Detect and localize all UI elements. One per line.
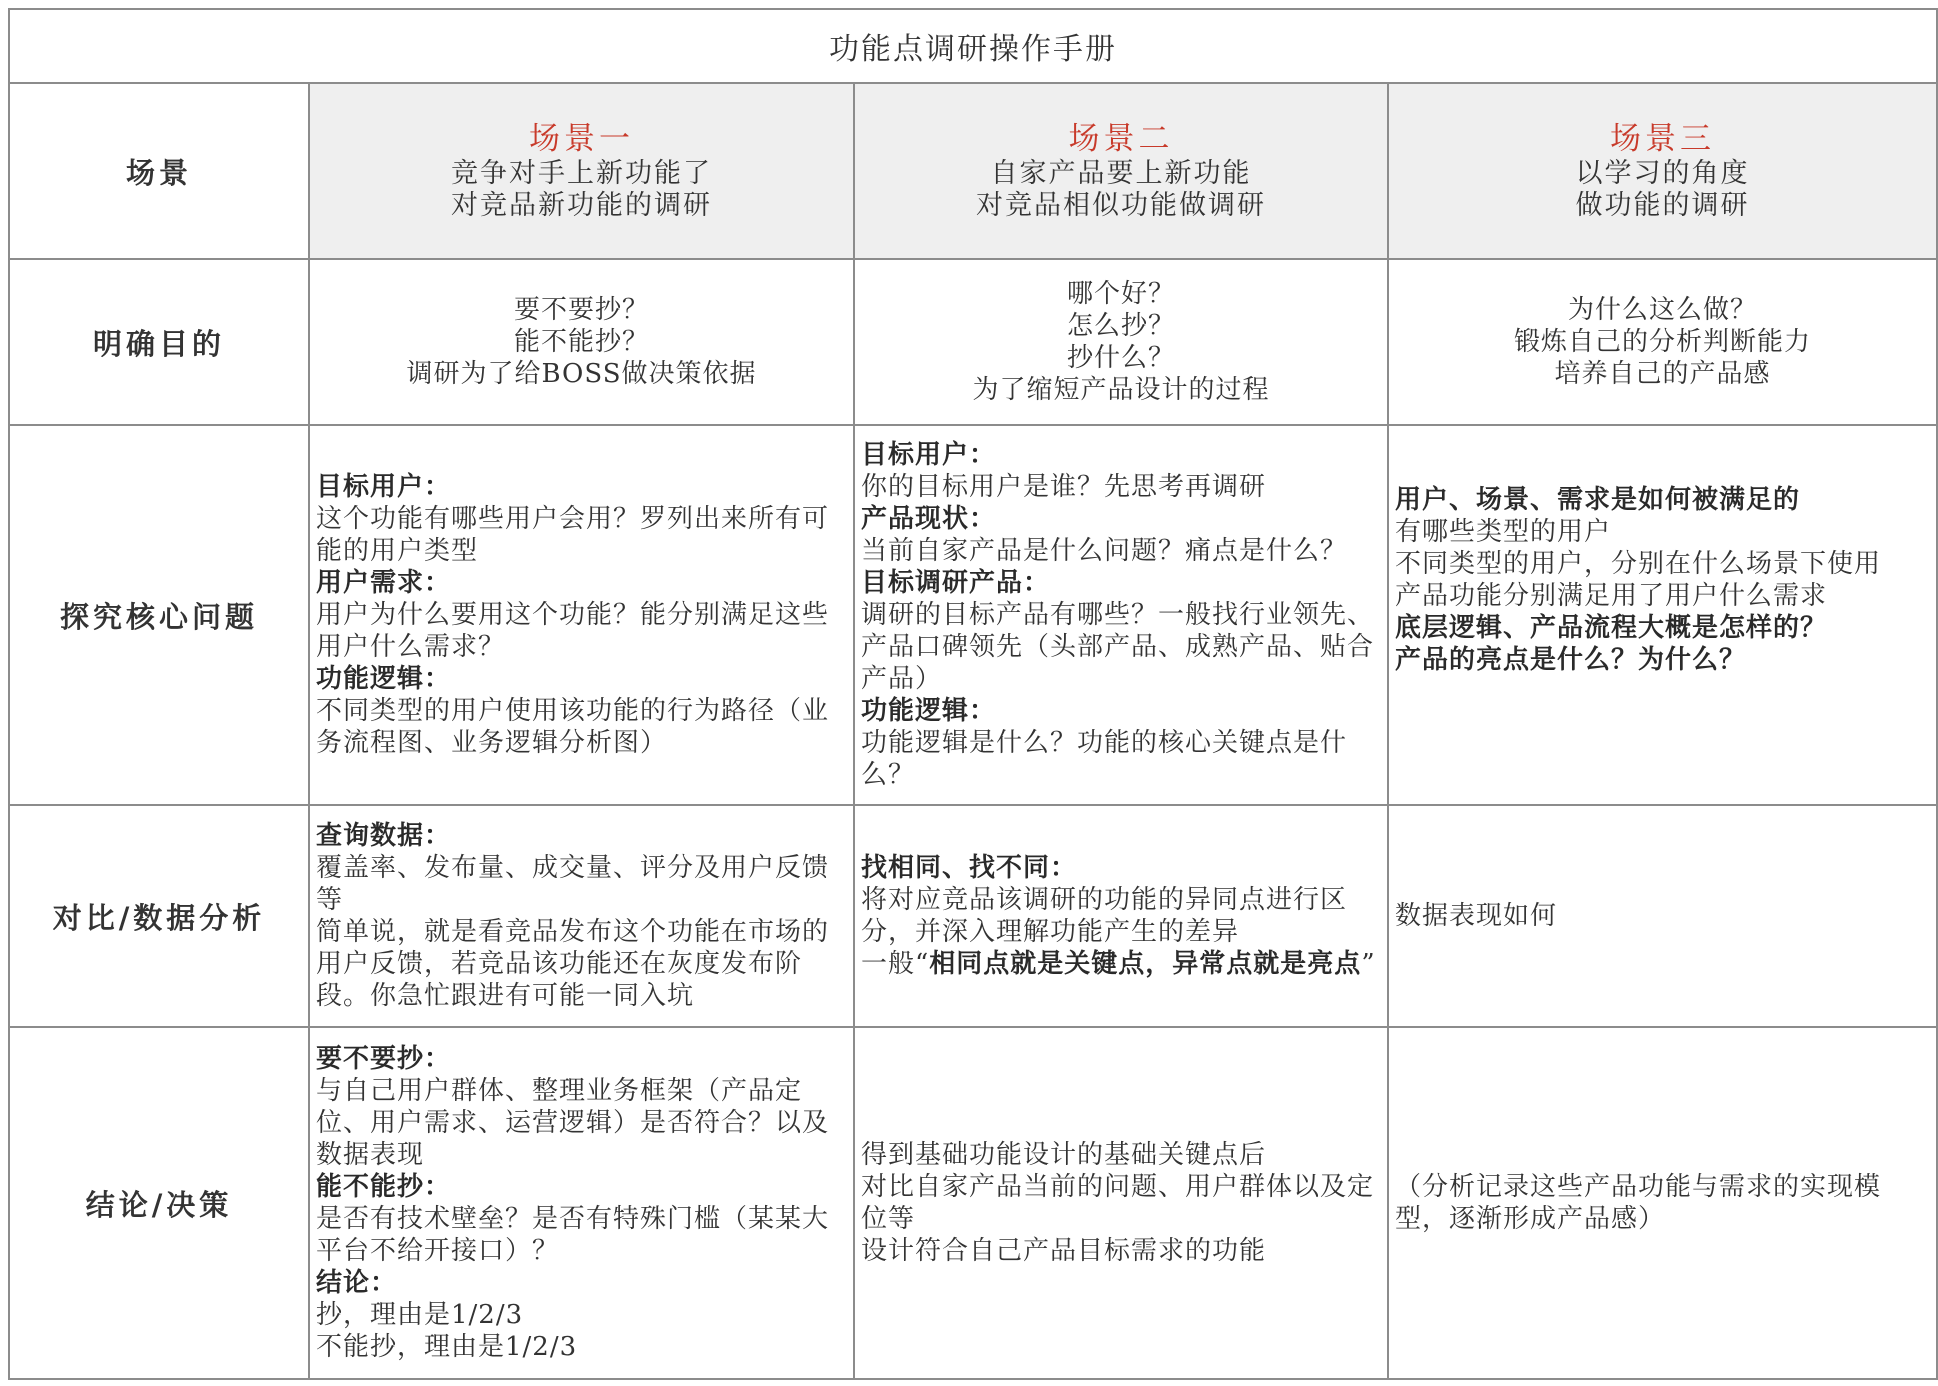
conclusion-scene-2 <box>854 1027 1388 1379</box>
core-2-text: 功能逻辑是什么？功能的核心关键点是什么？ <box>861 728 1348 790</box>
scene-2-line2: 对竞品相似功能做调研 <box>976 190 1266 221</box>
goal-1-line: 要不要抄？ <box>513 295 649 325</box>
conclusion-1-heading: 结论： <box>316 1268 398 1298</box>
core-1-heading: 功能逻辑： <box>316 664 452 694</box>
scene-3-cell <box>1388 83 1937 259</box>
scene-3-line1: 以学习的角度 <box>1575 158 1750 189</box>
scene-3-name: 场景三 <box>1610 121 1715 157</box>
scene-1-cell <box>309 83 854 259</box>
conclusion-1-text: 是否有技术壁垒？是否有特殊门槛（某某大平台不给开接口）？ <box>316 1204 830 1266</box>
core-3-bold: 产品的亮点是什么？为什么？ <box>1395 645 1747 675</box>
scene-2-name: 场景二 <box>1068 121 1174 157</box>
compare-scene-1 <box>309 805 854 1027</box>
row-header-scene: 场景 <box>9 83 309 259</box>
compare-2-suffix: ” <box>1361 949 1376 979</box>
core-scene-1 <box>309 425 854 805</box>
core-2-text: 当前自家产品是什么问题？痛点是什么？ <box>861 536 1348 566</box>
core-3-text: 产品功能分别满足用了用户什么需求 <box>1395 581 1828 611</box>
scene-1-name: 场景一 <box>529 121 634 157</box>
table-title: 功能点调研操作手册 <box>9 9 1937 83</box>
core-scene-3 <box>1388 425 1937 805</box>
core-2-text: 你的目标用户是谁？先思考再调研 <box>861 472 1267 502</box>
conclusion-scene-1 <box>309 1027 854 1379</box>
research-manual-table <box>8 8 1938 1380</box>
scene-2-line1: 自家产品要上新功能 <box>990 158 1252 189</box>
core-scene-2 <box>854 425 1388 805</box>
core-1-text: 不同类型的用户使用该功能的行为路径（业务流程图、业务逻辑分析图） <box>316 696 830 758</box>
core-3-text: 有哪些类型的用户 <box>1395 517 1612 547</box>
core-1-heading: 目标用户： <box>316 472 452 502</box>
core-2-text: 调研的目标产品有哪些？一般找行业领先、产品口碑领先（头部产品、成熟产品、贴合产品） <box>861 600 1375 694</box>
core-2-heading: 目标用户： <box>861 440 997 470</box>
conclusion-2-text: 对比自家产品当前的问题、用户群体以及定位等 <box>861 1172 1375 1234</box>
compare-2-heading: 找相同、找不同： <box>861 853 1078 883</box>
goal-2-line: 抄什么？ <box>1066 343 1175 373</box>
core-3-text: 不同类型的用户，分别在什么场景下使用 <box>1395 549 1882 579</box>
compare-2-key-phrase: 相同点就是关键点，异常点就是亮点 <box>929 949 1362 979</box>
core-1-text: 这个功能有哪些用户会用？罗列出来所有可能的用户类型 <box>316 504 830 566</box>
goal-3-line: 培养自己的产品感 <box>1554 359 1771 389</box>
goal-2-line: 怎么抄？ <box>1066 311 1175 341</box>
conclusion-1-heading: 能不能抄： <box>316 1172 452 1202</box>
row-header-core: 探究核心问题 <box>9 425 309 805</box>
goal-3-line: 为什么这么做？ <box>1567 295 1757 325</box>
conclusion-1-text: 抄，理由是1/2/3 <box>316 1300 524 1330</box>
core-3-bold: 用户、场景、需求是如何被满足的 <box>1395 485 1801 515</box>
core-2-heading: 功能逻辑： <box>861 696 997 726</box>
scene-3-line2: 做功能的调研 <box>1575 190 1750 221</box>
conclusion-2-text: 得到基础功能设计的基础关键点后 <box>861 1140 1267 1170</box>
scene-1-line2: 对竞品新功能的调研 <box>451 190 712 221</box>
goal-3-line: 锻炼自己的分析判断能力 <box>1513 327 1811 357</box>
goal-1-line: 调研为了给BOSS做决策依据 <box>406 359 757 389</box>
conclusion-1-text: 与自己用户群体、整理业务框架（产品定位、用户需求、运营逻辑）是否符合？以及数据表现 <box>316 1076 830 1170</box>
conclusion-2-text: 设计符合自己产品目标需求的功能 <box>861 1236 1267 1266</box>
row-header-compare: 对比/数据分析 <box>9 805 309 1027</box>
compare-1-heading: 查询数据： <box>316 821 452 851</box>
compare-scene-3: 数据表现如何 <box>1388 805 1937 1027</box>
core-1-heading: 用户需求： <box>316 568 452 598</box>
goal-2-line: 哪个好？ <box>1066 279 1175 309</box>
compare-scene-2 <box>854 805 1388 1027</box>
goal-scene-2 <box>854 259 1388 425</box>
core-1-text: 用户为什么要用这个功能？能分别满足这些用户什么需求？ <box>316 600 830 662</box>
core-2-heading: 目标调研产品： <box>861 568 1051 598</box>
compare-1-text: 覆盖率、发布量、成交量、评分及用户反馈等 <box>316 853 830 915</box>
compare-2-prefix: 一般“ <box>861 949 930 979</box>
compare-2-text <box>861 948 1381 980</box>
goal-scene-1 <box>309 259 854 425</box>
row-header-goal: 明确目的 <box>9 259 309 425</box>
compare-2-text: 将对应竞品该调研的功能的异同点进行区分，并深入理解功能产生的差异 <box>861 885 1348 947</box>
goal-scene-3 <box>1388 259 1937 425</box>
core-2-heading: 产品现状： <box>861 504 997 534</box>
scene-2-cell <box>854 83 1388 259</box>
goal-2-line: 为了缩短产品设计的过程 <box>972 375 1270 405</box>
core-3-bold: 底层逻辑、产品流程大概是怎样的？ <box>1395 613 1828 643</box>
row-header-conclusion: 结论/决策 <box>9 1027 309 1379</box>
goal-1-line: 能不能抄？ <box>513 327 649 357</box>
compare-1-text: 简单说，就是看竞品发布这个功能在市场的用户反馈，若竞品该功能还在灰度发布阶段。你急忙跟进有可能一同入坑 <box>316 917 830 1011</box>
scene-1-line1: 竞争对手上新功能了 <box>451 158 712 189</box>
conclusion-1-text: 不能抄，理由是1/2/3 <box>316 1332 578 1362</box>
conclusion-1-heading: 要不要抄： <box>316 1044 452 1074</box>
conclusion-scene-3: （分析记录这些产品功能与需求的实现模型，逐渐形成产品感） <box>1388 1027 1937 1379</box>
